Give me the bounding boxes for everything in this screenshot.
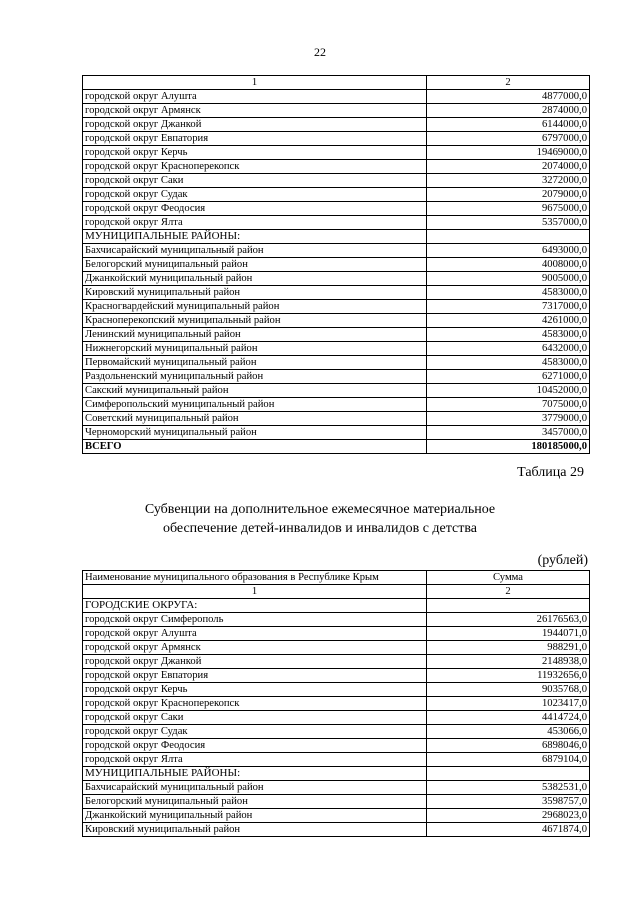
row-value-cell: 4583000,0 bbox=[427, 328, 590, 342]
row-value-cell: 2968023,0 bbox=[427, 809, 590, 823]
row-name-cell: городской округ Евпатория bbox=[83, 669, 427, 683]
row-value-cell: 453066,0 bbox=[427, 725, 590, 739]
table-title-line-1: Субвенции на дополнительное ежемесячное материальное bbox=[144, 502, 496, 517]
row-name-cell: городской округ Саки bbox=[83, 174, 427, 188]
table-row bbox=[83, 384, 590, 398]
row-name-cell: городской округ Алушта bbox=[83, 627, 427, 641]
section-row bbox=[83, 767, 590, 781]
row-name-cell: Нижнегорский муниципальный район bbox=[83, 342, 427, 356]
row-value-cell: 9035768,0 bbox=[427, 683, 590, 697]
row-value-cell: 9675000,0 bbox=[427, 202, 590, 216]
table-row bbox=[83, 370, 590, 384]
row-name-cell: Симферопольский муниципальный район bbox=[83, 398, 427, 412]
table-row bbox=[83, 795, 590, 809]
table-row bbox=[83, 216, 590, 230]
row-value-cell: 4583000,0 bbox=[427, 286, 590, 300]
row-value-cell: 5382531,0 bbox=[427, 781, 590, 795]
table-row bbox=[83, 398, 590, 412]
row-name-cell: Красноперекопский муниципальный район bbox=[83, 314, 427, 328]
row-name-cell: Белогорский муниципальный район bbox=[83, 795, 427, 809]
row-value-cell: 2074000,0 bbox=[427, 160, 590, 174]
header-row bbox=[83, 571, 590, 585]
row-value-cell: 1944071,0 bbox=[427, 627, 590, 641]
table-row bbox=[83, 202, 590, 216]
row-value-cell: 6898046,0 bbox=[427, 739, 590, 753]
table-row bbox=[83, 697, 590, 711]
row-value-cell: 3457000,0 bbox=[427, 426, 590, 440]
row-value-cell: 3272000,0 bbox=[427, 174, 590, 188]
budget-table-continued bbox=[82, 75, 590, 454]
header-name-cell: Наименование муниципального образования в Республике Крым bbox=[83, 571, 427, 585]
row-value-cell: 1023417,0 bbox=[427, 697, 590, 711]
row-value-cell: 2148938,0 bbox=[427, 655, 590, 669]
row-value-cell: 7075000,0 bbox=[427, 398, 590, 412]
row-value-cell: 2079000,0 bbox=[427, 188, 590, 202]
table-row bbox=[83, 146, 590, 160]
table-row bbox=[83, 669, 590, 683]
column-number-2: 2 bbox=[427, 76, 590, 90]
row-name-cell: городской округ Красноперекопск bbox=[83, 160, 427, 174]
table-row bbox=[83, 286, 590, 300]
table-row bbox=[83, 244, 590, 258]
row-value-cell: 6432000,0 bbox=[427, 342, 590, 356]
table-row bbox=[83, 725, 590, 739]
row-value-cell: 5357000,0 bbox=[427, 216, 590, 230]
table-row bbox=[83, 781, 590, 795]
row-name-cell: Белогорский муниципальный район bbox=[83, 258, 427, 272]
column-number-2: 2 bbox=[427, 585, 590, 599]
row-name-cell: городской округ Керчь bbox=[83, 683, 427, 697]
row-name-cell: Красногвардейский муниципальный район bbox=[83, 300, 427, 314]
row-name-cell: Кировский муниципальный район bbox=[83, 286, 427, 300]
table-row bbox=[83, 823, 590, 837]
table-row bbox=[83, 739, 590, 753]
row-name-cell: городской округ Ялта bbox=[83, 216, 427, 230]
row-value-cell: 7317000,0 bbox=[427, 300, 590, 314]
row-value-cell: 26176563,0 bbox=[427, 613, 590, 627]
section-row bbox=[83, 599, 590, 613]
table-row bbox=[83, 641, 590, 655]
row-value-cell: 6271000,0 bbox=[427, 370, 590, 384]
row-name-cell: Раздольненский муниципальный район bbox=[83, 370, 427, 384]
row-name-cell: Бахчисарайский муниципальный район bbox=[83, 244, 427, 258]
row-name-cell: Джанкойский муниципальный район bbox=[83, 809, 427, 823]
page-number: 22 bbox=[314, 45, 326, 59]
table-row bbox=[83, 683, 590, 697]
row-name-cell: Джанкойский муниципальный район bbox=[83, 272, 427, 286]
total-row bbox=[83, 440, 590, 454]
row-name-cell: Первомайский муниципальный район bbox=[83, 356, 427, 370]
row-name-cell: городской округ Феодосия bbox=[83, 739, 427, 753]
row-name-cell: городской округ Джанкой bbox=[83, 655, 427, 669]
subventions-table bbox=[82, 570, 590, 837]
row-value-cell: 6879104,0 bbox=[427, 753, 590, 767]
table-row bbox=[83, 711, 590, 725]
table-title-line-2: обеспечение детей-инвалидов и инвалидов с детства bbox=[162, 521, 478, 536]
table-row bbox=[83, 809, 590, 823]
row-name-cell: Советский муниципальный район bbox=[83, 412, 427, 426]
table-row bbox=[83, 90, 590, 104]
row-name-cell: городской округ Судак bbox=[83, 725, 427, 739]
header-sum-cell: Сумма bbox=[427, 571, 590, 585]
table-row bbox=[83, 613, 590, 627]
currency-note: (рублей) bbox=[537, 553, 588, 568]
column-number-row bbox=[83, 76, 590, 90]
row-name-cell: городской округ Джанкой bbox=[83, 118, 427, 132]
row-name-cell: городской округ Красноперекопск bbox=[83, 697, 427, 711]
table-row bbox=[83, 342, 590, 356]
row-name-cell: городской округ Судак bbox=[83, 188, 427, 202]
table-row bbox=[83, 272, 590, 286]
row-value-cell: 6493000,0 bbox=[427, 244, 590, 258]
row-value-cell: 6144000,0 bbox=[427, 118, 590, 132]
row-name-cell: городской округ Керчь bbox=[83, 146, 427, 160]
row-value-cell bbox=[427, 230, 590, 244]
row-value-cell bbox=[427, 599, 590, 613]
table-row bbox=[83, 188, 590, 202]
row-name-cell: Ленинский муниципальный район bbox=[83, 328, 427, 342]
row-name-cell: городской округ Алушта bbox=[83, 90, 427, 104]
row-name-cell: Черноморский муниципальный район bbox=[83, 426, 427, 440]
table-row bbox=[83, 655, 590, 669]
row-value-cell: 4877000,0 bbox=[427, 90, 590, 104]
row-value-cell: 4583000,0 bbox=[427, 356, 590, 370]
row-name-cell: городской округ Саки bbox=[83, 711, 427, 725]
row-name-cell: городской округ Ялта bbox=[83, 753, 427, 767]
row-value-cell: 180185000,0 bbox=[427, 440, 590, 454]
column-number-1: 1 bbox=[83, 76, 427, 90]
row-name-cell: городской округ Армянск bbox=[83, 641, 427, 655]
row-name-cell: ВСЕГО bbox=[83, 440, 427, 454]
row-name-cell: ГОРОДСКИЕ ОКРУГА: bbox=[83, 599, 427, 613]
table-row bbox=[83, 753, 590, 767]
row-name-cell: МУНИЦИПАЛЬНЫЕ РАЙОНЫ: bbox=[83, 230, 427, 244]
row-name-cell: городской округ Симферополь bbox=[83, 613, 427, 627]
table-row bbox=[83, 132, 590, 146]
row-value-cell: 4671874,0 bbox=[427, 823, 590, 837]
row-name-cell: городской округ Евпатория bbox=[83, 132, 427, 146]
row-value-cell: 4008000,0 bbox=[427, 258, 590, 272]
row-value-cell: 2874000,0 bbox=[427, 104, 590, 118]
row-value-cell: 4414724,0 bbox=[427, 711, 590, 725]
table-row bbox=[83, 356, 590, 370]
table-row bbox=[83, 328, 590, 342]
row-name-cell: Кировский муниципальный район bbox=[83, 823, 427, 837]
table-row bbox=[83, 300, 590, 314]
table-row bbox=[83, 118, 590, 132]
row-value-cell: 11932656,0 bbox=[427, 669, 590, 683]
row-value-cell: 4261000,0 bbox=[427, 314, 590, 328]
table-row bbox=[83, 174, 590, 188]
row-name-cell: МУНИЦИПАЛЬНЫЕ РАЙОНЫ: bbox=[83, 767, 427, 781]
row-name-cell: Бахчисарайский муниципальный район bbox=[83, 781, 427, 795]
table-row bbox=[83, 160, 590, 174]
table-row bbox=[83, 426, 590, 440]
table-row bbox=[83, 314, 590, 328]
row-name-cell: городской округ Феодосия bbox=[83, 202, 427, 216]
row-value-cell: 6797000,0 bbox=[427, 132, 590, 146]
row-value-cell: 10452000,0 bbox=[427, 384, 590, 398]
table-row bbox=[83, 258, 590, 272]
row-value-cell: 9005000,0 bbox=[427, 272, 590, 286]
column-number-row bbox=[83, 585, 590, 599]
column-number-1: 1 bbox=[83, 585, 427, 599]
row-value-cell: 3779000,0 bbox=[427, 412, 590, 426]
row-value-cell: 3598757,0 bbox=[427, 795, 590, 809]
table-row bbox=[83, 627, 590, 641]
section-row bbox=[83, 230, 590, 244]
row-value-cell: 19469000,0 bbox=[427, 146, 590, 160]
table-title bbox=[0, 500, 640, 538]
row-value-cell bbox=[427, 767, 590, 781]
row-name-cell: городской округ Армянск bbox=[83, 104, 427, 118]
row-name-cell: Сакский муниципальный район bbox=[83, 384, 427, 398]
table-number-label: Таблица 29 bbox=[517, 465, 584, 480]
table-row bbox=[83, 104, 590, 118]
table-row bbox=[83, 412, 590, 426]
row-value-cell: 988291,0 bbox=[427, 641, 590, 655]
